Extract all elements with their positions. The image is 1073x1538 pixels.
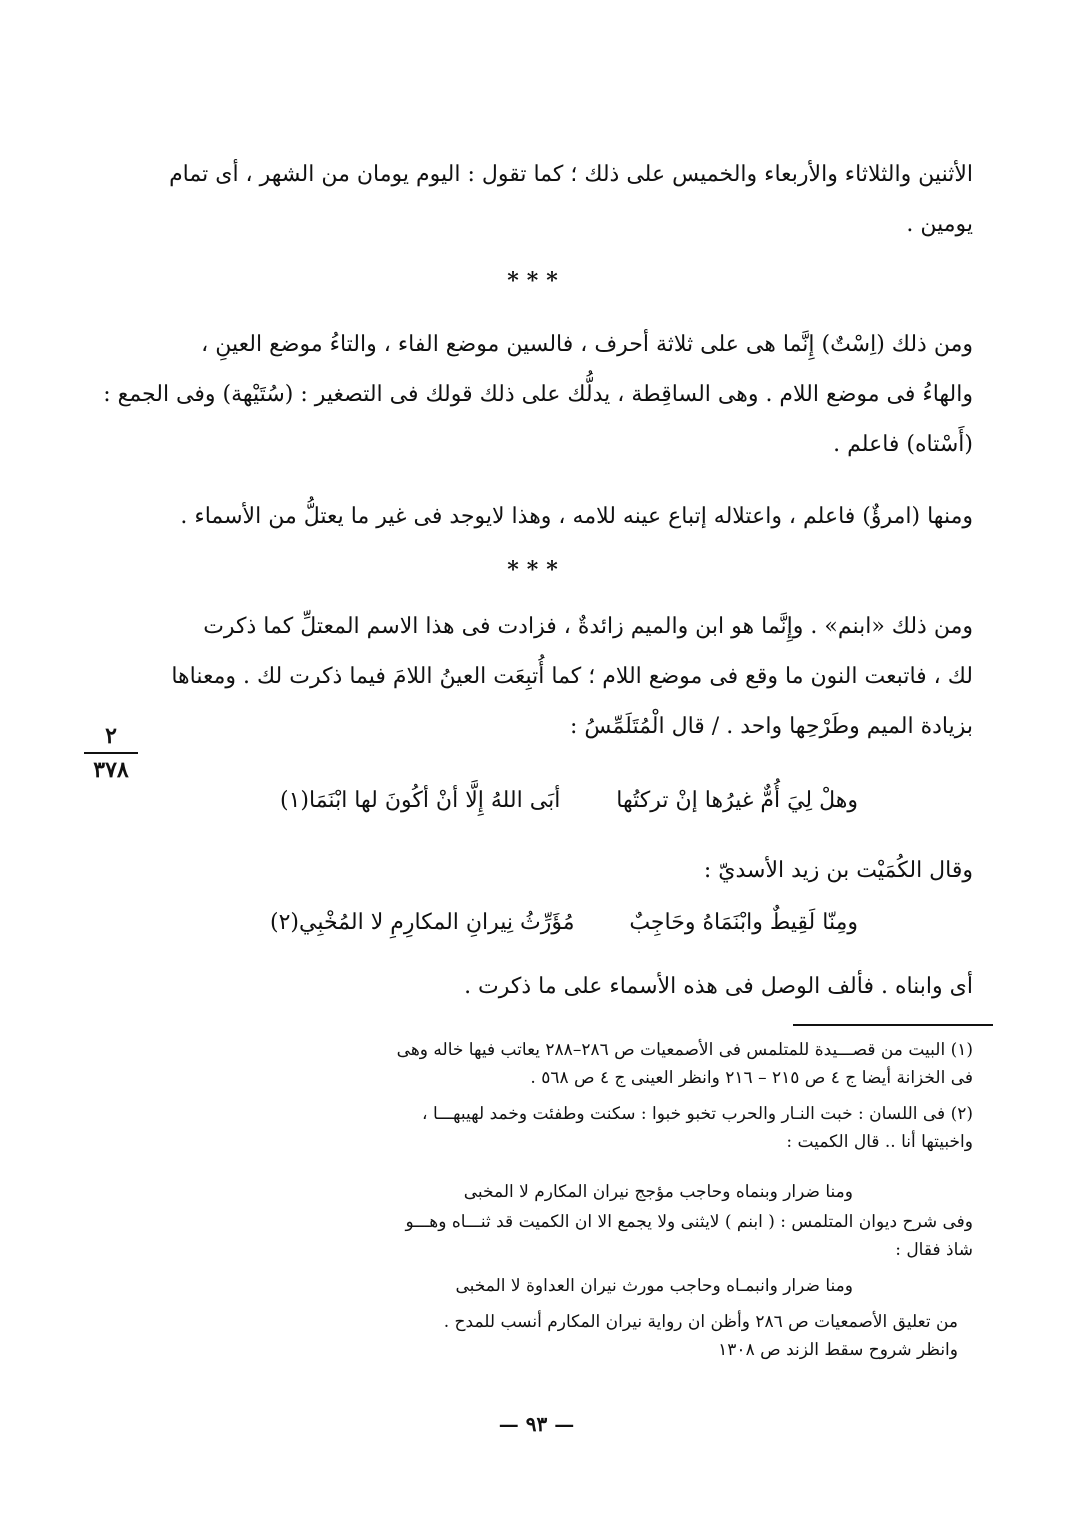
text-line: (أَسْتاه) فاعلم .: [833, 432, 973, 457]
footnote-line: شاذ فقال :: [895, 1240, 973, 1260]
verse-2-first-hemistich: ومِنّا لَقِيطٌ وابْنَمَاهُ وحَاجِبٌ: [629, 910, 858, 935]
text-line: بزيادة الميم وطَرْحِها واحد . / قال الْمُتَلَمِّسُ :: [569, 714, 973, 739]
verse-1-first-hemistich: وهلْ لِيَ أُمٌّ غيرُها إنْ تركتُها: [616, 788, 858, 813]
footnote-1: [93, 1036, 973, 1092]
verse-1-second-hemistich: أبَى اللهُ إِلَّا أنْ أكُونَ لها ابْنَمَا(١): [280, 788, 561, 813]
footnote-2-continued: [93, 1208, 973, 1264]
page-number: — ٩٣ —: [498, 1412, 575, 1436]
margin-reference-divider: [84, 752, 138, 754]
footnote-line: فى الخزانة أيضا ج ٤ ص ٢١٥ – ٢١٦ وانظر العينى ج ٤ ص ٥٦٨ .: [530, 1068, 973, 1088]
text-line: الأثنين والثلاثاء والأربعاء والخميس على ذلك ؛ كما تقول : اليوم يومان من الشهر ، أى تمام: [169, 162, 973, 187]
margin-reference-bottom: ٣٧٨: [93, 757, 129, 783]
verse-2-intro: [93, 846, 973, 896]
paragraph-3: [93, 492, 973, 542]
margin-reference: [80, 722, 142, 784]
text-line: ومن ذلك «ابنم» . وإِنَّما هو ابن والميم زائدةٌ ، فزادت فى هذا الاسم المعتلِّ كما ذكرت: [203, 614, 973, 639]
footnote-line: (٢) فى اللسان : خبت النـار والحرب تخبو خبوا : سكنت وطفئت وخمد لهيبهـــا ،: [422, 1104, 973, 1124]
footnote-verse-b: ومنا ضرار وانبمـاه وحاجب مورث نيران العداوة لا المخبى: [455, 1276, 853, 1296]
footnote-verse-a: ومنا ضرار وبنماه وحاجب مؤجج نيران المكارم لا المخبى: [463, 1182, 853, 1202]
text-line: ومنها (امرؤٌ) فاعلم ، واعتلاله إتباع عينه للامه ، وهذا لايوجد فى غير ما يعتلُّ من الأسماء .: [180, 504, 973, 529]
text-line: يومين .: [906, 212, 973, 237]
section-separator: ***: [507, 557, 566, 583]
text-line: لك ، فاتبعت النون ما وقع فى موضع اللام ؛ كما أُتبِعَت العينُ اللامَ فيما ذكرت لك . ومعناها: [171, 664, 973, 689]
margin-reference-top: ٢: [105, 723, 117, 749]
text-line: ومن ذلك (اِسْتٌ) إِنَّما هى على ثلاثة أحرف ، فالسين موضع الفاء ، والتاءُ موضع العينِ ،: [201, 332, 973, 357]
paragraph-4: [93, 602, 973, 752]
paragraph-1: [93, 150, 973, 250]
section-separator: ***: [507, 268, 566, 294]
footnote-line: من تعليق الأصمعيات ص ٢٨٦ وأظن ان رواية نيران المكارم أنسب للمدح .: [443, 1312, 958, 1332]
verse-2-second-hemistich: مُؤَرِّثُ نِيرانِ المكارِمِ لا المُخْبِي(٢): [270, 910, 575, 935]
footnote-separator: [793, 1024, 993, 1026]
footnote-2-tail: [258, 1308, 958, 1364]
footnote-line: واخبيتها أنا .. قال الكميت :: [786, 1132, 973, 1152]
paragraph-5: [93, 962, 973, 1012]
text-line: وقال الكُمَيْت بن زيد الأسديّ :: [703, 858, 973, 883]
footnote-line: وانظر شروح سقط الزند ص ١٣٠٨: [718, 1340, 958, 1360]
footnote-2: [93, 1100, 973, 1156]
text-line: أى وابناه . فألف الوصل فى هذه الأسماء على ما ذكرت .: [464, 974, 973, 999]
text-line: والهاءُ فى موضع اللام . وهى الساقِطة ، يدلُّك على ذلك قولك فى التصغير : (سُتَيْهة) وفى الجمع :: [103, 382, 973, 407]
paragraph-2: [93, 320, 973, 470]
footnote-line: (١) البيت من قصـــيدة للمتلمس فى الأصمعيات ص ٢٨٦–٢٨٨ يعاتب فيها خاله وهى: [396, 1040, 973, 1060]
footnote-line: وفى شرح ديوان المتلمس : ( ابنم ) لايثنى ولا يجمع الا ان الكميت قد ثنـــاه وهـــو: [405, 1212, 973, 1232]
